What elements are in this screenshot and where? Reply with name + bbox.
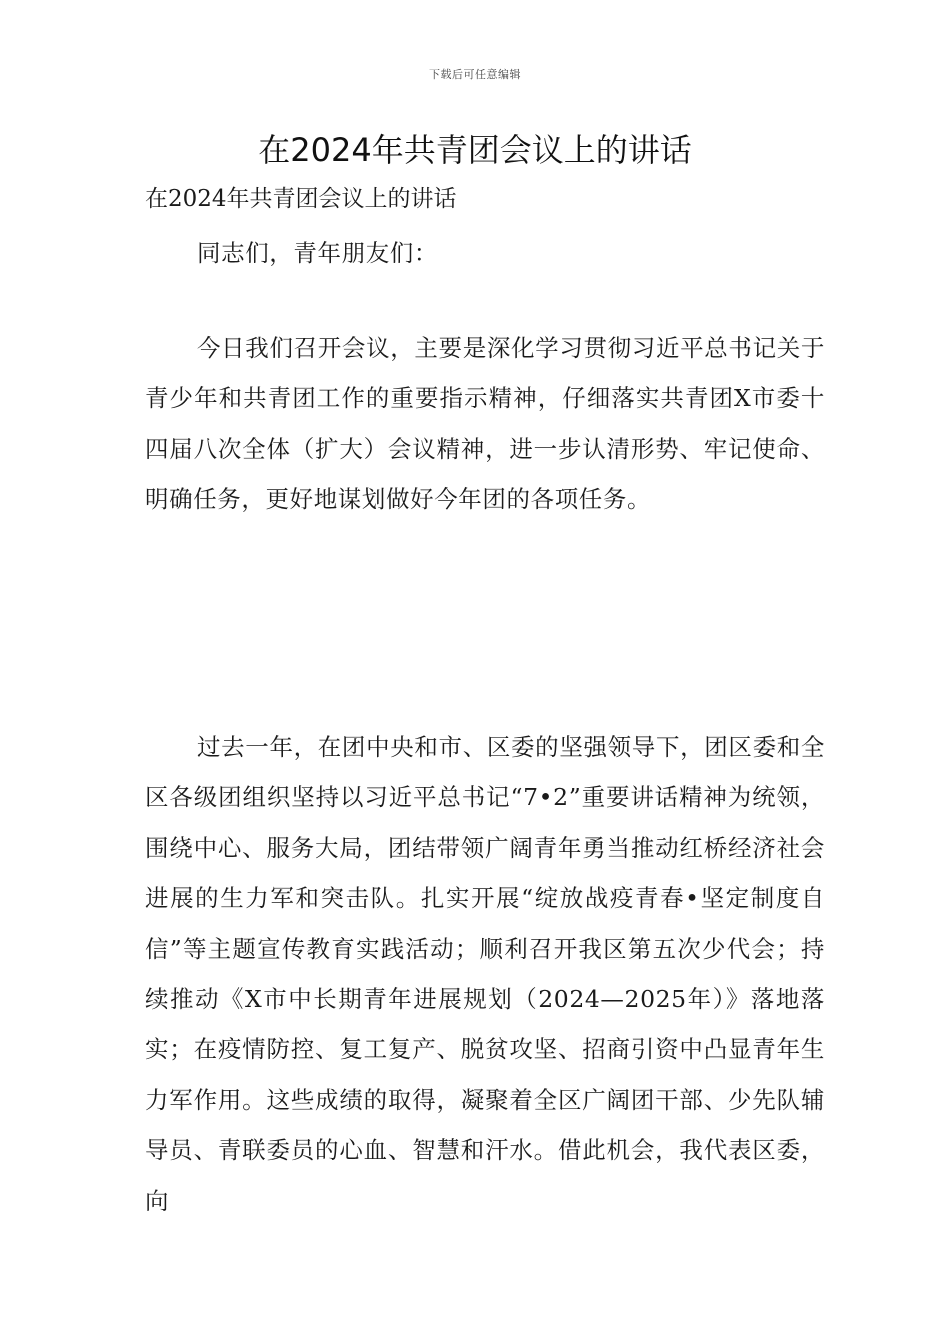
paragraph-1: 今日我们召开会议，主要是深化学习贯彻习近平总书记关于青少年和共青团工作的重要指示精神，仔细落实共青团X市委十四届八次全体（扩大）会议精神，进一步认清形势、牢记使命、明确任务，更好地谋划做好今年团的各项任务。 bbox=[145, 334, 825, 514]
document-subtitle: 在2024年共青团会议上的讲话 bbox=[145, 186, 457, 212]
greeting-line: 同志们，青年朋友们： bbox=[197, 239, 438, 267]
paragraph-2: 过去一年，在团中央和市、区委的坚强领导下，团区委和全区各级团组织坚持以习近平总书记“7•2”重要讲话精神为统领，围绕中心、服务大局，团结带领广阔青年勇当推动红桥经济社会进展的生力军和突击队。扎实开展“绽放战疫青春•坚定制度自信”等主题宣传教育实践活动；顺利召开我区第五次少代会；持续推动《X市中长期青年进展规划（2024—2025年）》落地落实；在疫情防控、复工复产、脱贫攻坚、招商引资中凸显青年生力军作用。这些成绩的取得，凝聚着全区广阔团干部、少先队辅导员、青联委员的心血、智慧和汗水。借此机会，我代表区委，向 bbox=[145, 733, 825, 1215]
header-note: 下载后可任意编辑 bbox=[429, 68, 521, 81]
document-title: 在2024年共青团会议上的讲话 bbox=[258, 131, 692, 169]
